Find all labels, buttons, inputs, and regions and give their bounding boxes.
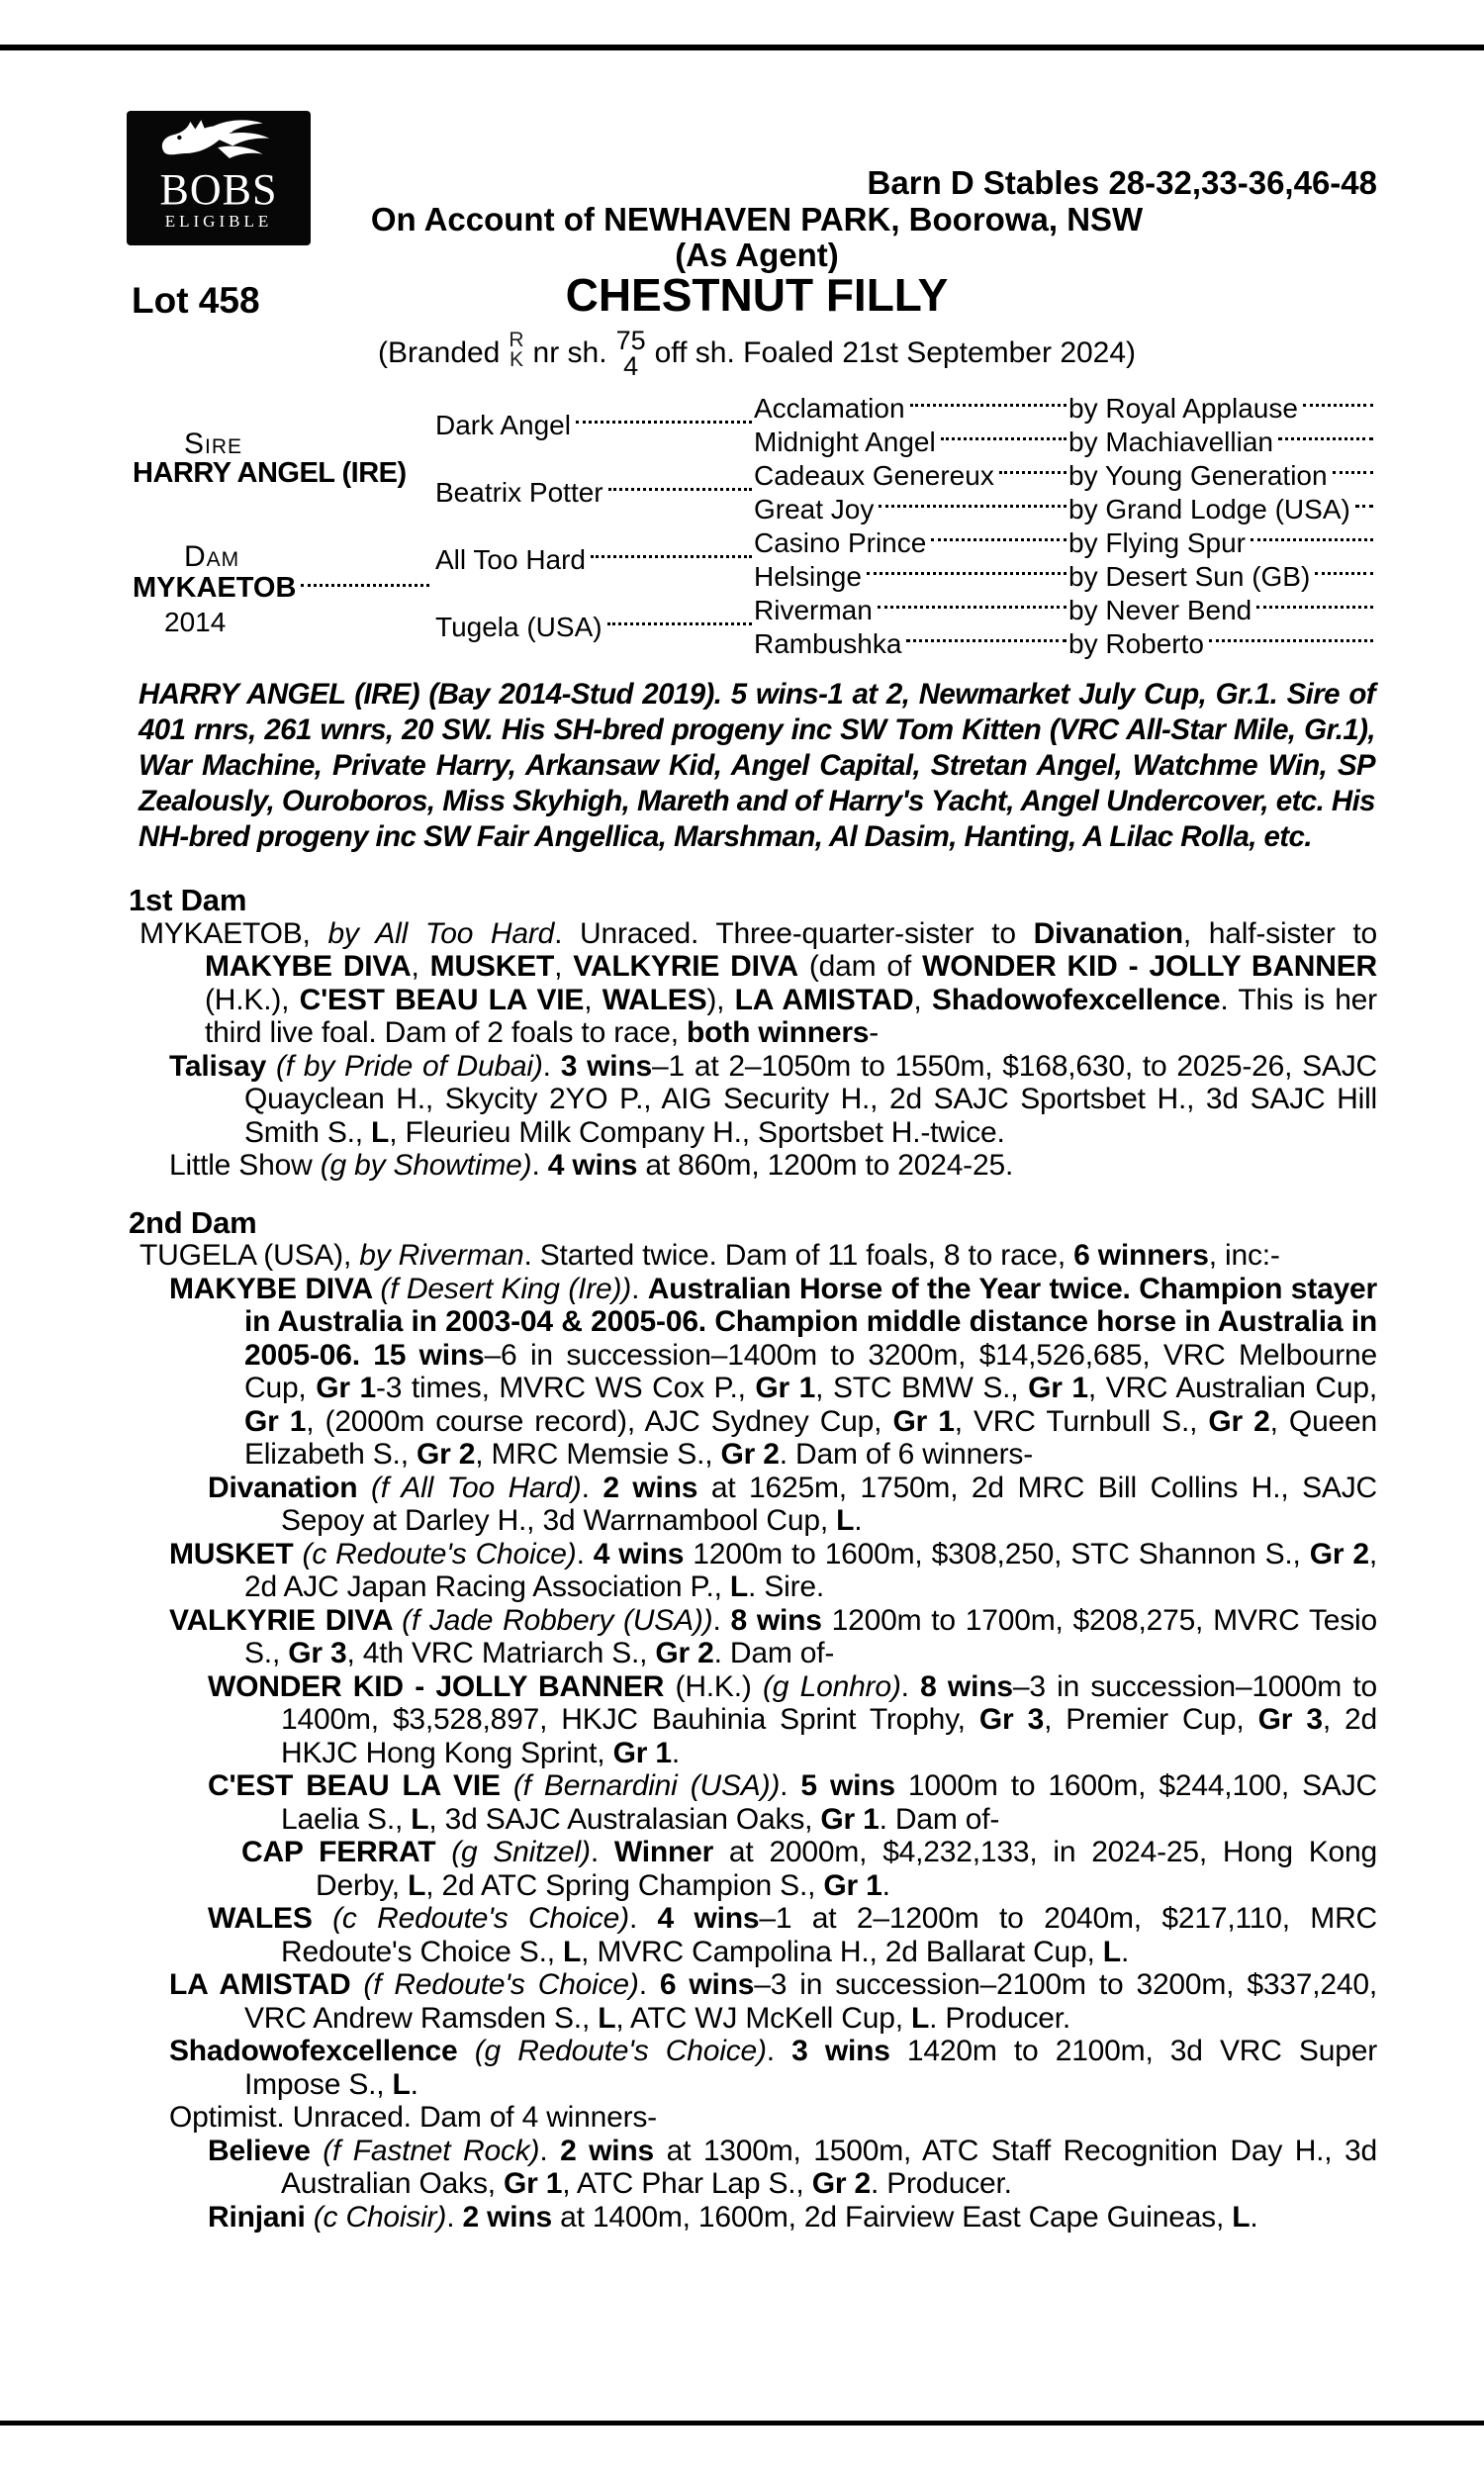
progeny-entry-shadowofexcellence: Shadowofexcellence (g Redoute's Choice). 3 wins 1420m to 2100m, 3d VRC Super Impose S., L.	[169, 2035, 1377, 2101]
second-dam-record: TUGELA (USA), by Riverman. Started twice. Dam of 11 foals, 8 to race, 6 winners, inc:-	[139, 1239, 1280, 1272]
agent-line: (As Agent)	[675, 237, 839, 273]
gen3-cell	[754, 493, 1068, 526]
page-title: CHESTNUT FILLY	[565, 269, 949, 321]
gen3-cell	[754, 526, 1068, 560]
ancestor-name: Rambushka	[754, 628, 902, 659]
ancestor-sire-ref: by Grand Lodge (USA)	[1068, 494, 1350, 524]
gen4-cell	[1068, 459, 1375, 493]
number-top: 75	[615, 326, 646, 355]
brand-bottom-letter: K	[509, 348, 523, 371]
dot-leader	[1209, 639, 1373, 642]
gen3-cell	[754, 426, 1068, 459]
sire-name: HARRY ANGEL (IRE)	[133, 457, 407, 489]
progeny-entry-little-show: Little Show (g by Showtime). 4 wins at 860m, 1200m to 2024-25.	[169, 1149, 1014, 1182]
sire-summary: HARRY ANGEL (IRE) (Bay 2014-Stud 2019). 5 wins-1 at 2, Newmarket July Cup, Gr.1. Sire of 401 rnrs, 261 wnrs, 20 SW. His SH-bred progeny inc SW Tom Kitten (VRC All-Star Mile, Gr.1), War Machine, Private Harry, Arkansaw Kid, Angel Capital, Stretan Angel, Watchme Win, SP Zealously, Ouroboros, Miss Skyhigh, Mareth and of Harry's Yacht, Angel Undercover, etc. His NH-bred progeny inc SW Fair Angellica, Marshman, Al Dasim, Hanting, A Lilac Rolla, etc.	[139, 678, 1375, 853]
dam-name: MYKAETOB	[133, 572, 297, 604]
brand-line	[30, 328, 1484, 379]
gen4-cell	[1068, 526, 1375, 560]
ancestor-name: Tugela (USA)	[435, 612, 603, 642]
gen4-cell	[1068, 392, 1375, 426]
progeny-entry-divanation: Divanation (f All Too Hard). 2 wins at 1625m, 1750m, 2d MRC Bill Collins H., SAJC Sepoy at Darley H., 3d Warrnambool Cup, L.	[208, 1471, 1377, 1537]
gen4-cell	[1068, 594, 1375, 627]
dam-label: Dam	[184, 540, 240, 573]
first-dam-record: MYKAETOB, by All Too Hard. Unraced. Three-quarter-sister to Divanation, half-sister to MAKYBE DIVA, MUSKET, VALKYRIE DIVA (dam of WONDER KID - JOLLY BANNER (H.K.), C'EST BEAU LA VIE, WALES), LA AMISTAD, Shadowofexcellence. This is her third live foal. Dam of 2 foals to race, both winners-	[139, 916, 1377, 1049]
top-rule	[0, 45, 1484, 50]
dot-leader	[301, 584, 429, 587]
ancestor-sire-ref: by Flying Spur	[1068, 527, 1246, 558]
branded-prefix: (Branded	[377, 336, 501, 369]
progeny-entry-cest-beau-la-vie: C'EST BEAU LA VIE (f Bernardini (USA)). 5 wins 1000m to 1600m, $244,100, SAJC Laelia S., L, 3d SAJC Australasian Oaks, Gr 1. Dam of-	[208, 1769, 1377, 1836]
progeny-entry-wales: WALES (c Redoute's Choice). 4 wins–1 at 2–1200m to 2040m, $217,110, MRC Redoute's Choice S., L, MVRC Campolina H., 2d Ballarat Cup, L.	[208, 1902, 1378, 1968]
gen2-cell	[435, 594, 754, 661]
progeny-entry-cap-ferrat: CAP FERRAT (g Snitzel). Winner at 2000m, $4,232,133, in 2024-25, Hong Kong Derby, L, 2d ATC Spring Champion S., Gr 1.	[241, 1836, 1377, 1902]
bobs-horse-icon	[148, 116, 289, 169]
progeny-entry-valkyrie-diva: VALKYRIE DIVA (f Jade Robbery (USA)). 8 wins 1200m to 1700m, $208,275, MVRC Tesio S., Gr 3, 4th VRC Matriarch S., Gr 2. Dam of-	[169, 1603, 1377, 1669]
number-bottom: 4	[623, 351, 639, 381]
foaled-date-text: off sh. Foaled 21st September 2024)	[654, 336, 1137, 369]
dot-leader	[906, 639, 1067, 642]
first-dam-heading: 1st Dam	[129, 883, 247, 917]
pedigree-gen2-column	[435, 392, 754, 661]
gen2-cell	[435, 526, 754, 594]
dot-leader	[1355, 505, 1373, 508]
progeny-entry-la-amistad: LA AMISTAD (f Redoute's Choice). 6 wins–3 in succession–2100m to 3200m, $337,240, VRC Andrew Ramsden S., L, ATC WJ McKell Cup, L. Producer.	[169, 1968, 1377, 2035]
ancestor-name: All Too Hard	[435, 544, 587, 575]
gen3-cell	[754, 627, 1068, 661]
dot-leader	[867, 572, 1067, 575]
near-shoulder-label: nr sh.	[532, 336, 607, 369]
ancestor-sire-ref: by Young Generation	[1068, 460, 1328, 491]
dot-leader	[1251, 538, 1373, 541]
ancestor-name: Cadeaux Genereux	[754, 460, 994, 491]
progeny-entry-makybe-diva: MAKYBE DIVA (f Desert King (Ire)). Australian Horse of the Year twice. Champion stayer in Australia in 2003-04 & 2005-06. Champion middle distance horse in Australia in 2005-06. 15 wins–6 in succession–1400m to 3200m, $14,526,685, VRC Melbourne Cup, Gr 1-3 times, MVRC WS Cox P., Gr 1, STC BMW S., Gr 1, VRC Australian Cup, Gr 1, (2000m course record), AJC Sydney Cup, Gr 1, VRC Turnbull S., Gr 2, Queen Elizabeth S., Gr 2, MRC Memsie S., Gr 2. Dam of 6 winners-	[169, 1272, 1378, 1471]
dam-foaling-year: 2014	[164, 607, 227, 637]
pedigree-text	[129, 884, 1377, 2234]
dot-leader	[941, 437, 1067, 440]
dam-name-row	[133, 572, 431, 605]
gen3-cell	[754, 594, 1068, 627]
dot-leader	[910, 404, 1067, 407]
progeny-entry-musket: MUSKET (c Redoute's Choice). 4 wins 1200m to 1600m, $308,250, STC Shannon S., Gr 2, 2d AJC Japan Racing Association P., L. Sire.	[169, 1537, 1378, 1603]
sire-label: Sire	[184, 428, 243, 460]
progeny-entry-wonder-kid: WONDER KID - JOLLY BANNER (H.K.) (g Lonhro). 8 wins–3 in succession–1000m to 1400m, $3,528,897, HKJC Bauhinia Sprint Trophy, Gr 3, Premier Cup, Gr 3, 2d HKJC Hong Kong Sprint, Gr 1.	[208, 1669, 1378, 1769]
progeny-entry-optimist: Optimist. Unraced. Dam of 4 winners-	[169, 2101, 657, 2134]
dot-leader	[608, 488, 752, 491]
mane-stroke-3	[218, 146, 263, 158]
off-shoulder-number	[616, 328, 646, 379]
ancestor-sire-ref: by Never Bend	[1068, 595, 1252, 625]
gen4-cell	[1068, 493, 1375, 526]
dot-leader	[591, 555, 752, 558]
dot-leader	[931, 538, 1067, 541]
gen2-cell	[435, 392, 754, 459]
horse-eye	[177, 136, 181, 140]
dot-leader	[1303, 404, 1373, 407]
dot-leader	[878, 606, 1067, 609]
progeny-entry-rinjani: Rinjani (c Choisir). 2 wins at 1400m, 1600m, 2d Fairview East Cape Guineas, L.	[208, 2200, 1258, 2234]
ancestor-sire-ref: by Desert Sun (GB)	[1068, 561, 1311, 592]
pedigree-gen3-column	[754, 392, 1068, 661]
dot-leader	[999, 471, 1067, 474]
dot-leader	[607, 622, 752, 625]
ancestor-sire-ref: by Royal Applause	[1068, 393, 1298, 424]
second-dam-heading: 2nd Dam	[129, 1204, 257, 1240]
gen4-cell	[1068, 426, 1375, 459]
gen4-cell	[1068, 560, 1375, 594]
dot-leader	[1256, 606, 1373, 609]
dot-leader	[576, 421, 752, 424]
gen3-cell	[754, 392, 1068, 426]
ancestor-name: Acclamation	[754, 393, 905, 424]
lot-number: Lot 458	[132, 280, 260, 321]
progeny-entry-believe: Believe (f Fastnet Rock). 2 wins at 1300m, 1500m, ATC Staff Recognition Day H., 3d Australian Oaks, Gr 1, ATC Phar Lap S., Gr 2. Producer.	[208, 2134, 1377, 2200]
ancestor-name: Dark Angel	[435, 410, 571, 440]
brand-top-letter: R	[509, 329, 524, 351]
gen4-cell	[1068, 627, 1375, 661]
ancestor-name: Great Joy	[754, 494, 875, 524]
gen3-cell	[754, 459, 1068, 493]
dot-leader	[1333, 471, 1373, 474]
ancestor-name: Casino Prince	[754, 527, 927, 558]
gen3-cell	[754, 560, 1068, 594]
ancestor-sire-ref: by Roberto	[1068, 628, 1204, 659]
near-shoulder-brand-mark	[509, 331, 523, 370]
bottom-rule	[0, 2421, 1484, 2426]
vendor-line: On Account of NEWHAVEN PARK, Boorowa, NSW	[370, 201, 1144, 238]
pedigree-subject-column	[133, 392, 435, 661]
ancestor-name: Midnight Angel	[754, 427, 936, 457]
dot-leader	[1315, 572, 1373, 575]
pedigree-table	[133, 392, 1375, 661]
ancestor-name: Riverman	[754, 595, 873, 625]
bobs-logo-text: BOBS	[159, 165, 278, 214]
ancestor-name: Beatrix Potter	[435, 477, 603, 508]
bobs-logo-subtext: ELIGIBLE	[164, 212, 273, 231]
progeny-entry-talisay: Talisay (f by Pride of Dubai). 3 wins–1 at 2–1050m to 1550m, $168,630, to 2025-26, SAJC Quayclean H., Skycity 2YO P., AIG Security H., 2d SAJC Sportsbet H., 3d SAJC Hill Smith S., L, Fleurieu Milk Company H., Sportsbet H.-twice.	[169, 1049, 1377, 1149]
ancestor-sire-ref: by Machiavellian	[1068, 427, 1273, 457]
dot-leader	[1278, 437, 1373, 440]
gen2-cell	[435, 459, 754, 526]
dot-leader	[879, 505, 1067, 508]
ancestor-name: Helsinge	[754, 561, 862, 592]
barn-address: Barn D Stables 28-32,33-36,46-48	[867, 164, 1377, 201]
pedigree-gen4-column	[1068, 392, 1375, 661]
